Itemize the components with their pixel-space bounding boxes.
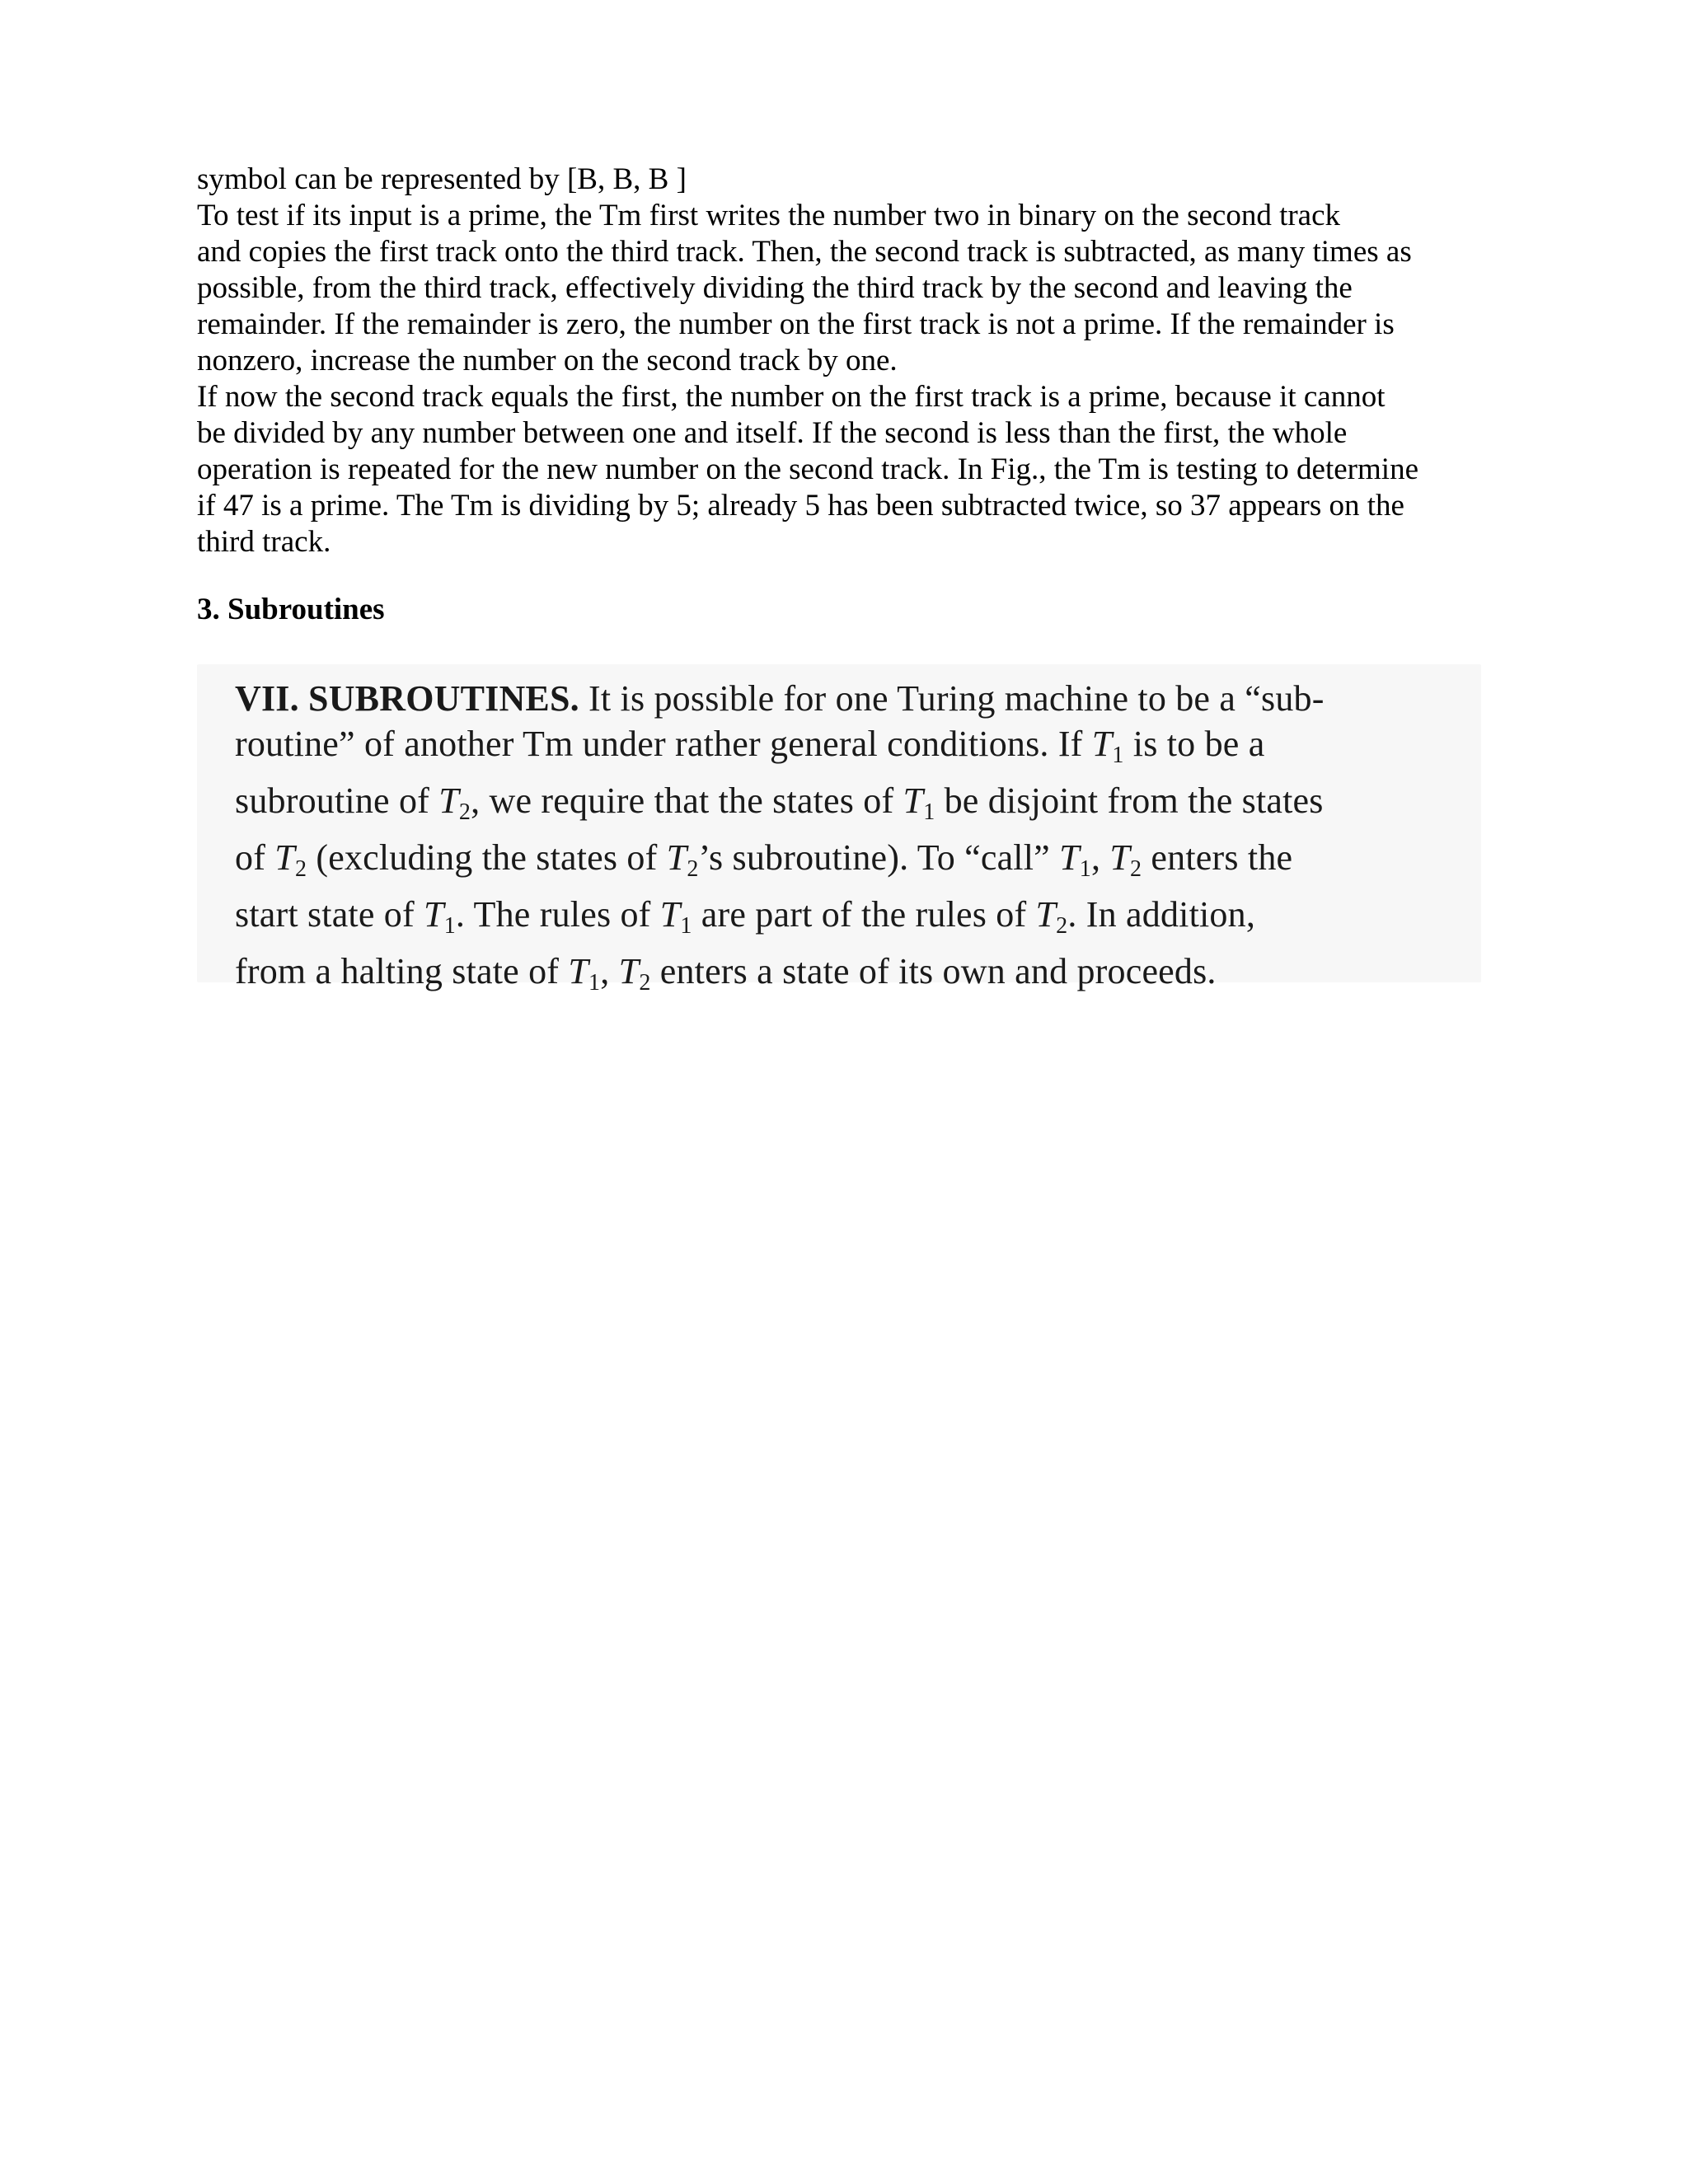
paragraph-line: To test if its input is a prime, the Tm first writes the number two in binary on the second track: [197, 199, 1341, 232]
math-variable: T: [618, 951, 640, 991]
excerpt-line: [235, 892, 1463, 949]
math-subscript: 1: [923, 799, 935, 825]
math-variable: T: [1035, 894, 1057, 935]
excerpt-text-run: ,: [600, 951, 619, 991]
paragraph-line: possible, from the third track, effectively dividing the third track by the second and leaving the: [197, 271, 1353, 305]
excerpt-text-run: . In addition,: [1067, 894, 1256, 935]
excerpt-text-run: from a halting state of: [235, 951, 569, 991]
math-variable: T: [1109, 837, 1131, 878]
body-paragraph: [197, 162, 1499, 560]
math-subscript: 2: [639, 970, 651, 996]
math-subscript: 2: [1130, 856, 1142, 882]
excerpt-lead: VII. SUBROUTINES.: [235, 678, 579, 719]
math-subscript: 2: [1056, 913, 1068, 939]
paragraph-line: If now the second track equals the first, the number on the first track is a prime, because it cannot: [197, 380, 1386, 414]
excerpt-text-run: start state of: [235, 894, 424, 935]
excerpt-text-run: It is possible for one Turing machine to be a “sub-: [579, 678, 1325, 719]
excerpt-line: [235, 949, 1463, 1005]
paragraph-line: and copies the first track onto the third track. Then, the second track is subtracted, as many times as: [197, 235, 1412, 269]
math-variable: T: [274, 837, 295, 878]
excerpt-text-run: ’s subroutine). To “call”: [698, 837, 1060, 878]
paragraph-line: remainder. If the remainder is zero, the number on the first track is not a prime. If the remainder is: [197, 307, 1395, 341]
paragraph-line: nonzero, increase the number on the second track by one.: [197, 344, 898, 377]
excerpt-text-run: is to be a: [1123, 724, 1265, 764]
paragraph-line: if 47 is a prime. The Tm is dividing by 5; already 5 has been subtracted twice, so 37 appears on the: [197, 489, 1404, 523]
excerpt-text-run: of: [235, 837, 275, 878]
excerpt-line: [235, 835, 1463, 892]
excerpt-text-run: , we require that the states of: [471, 780, 903, 821]
math-variable: T: [903, 780, 924, 821]
math-subscript: 2: [458, 799, 471, 825]
math-subscript: 2: [687, 856, 699, 882]
math-variable: T: [1091, 724, 1113, 764]
math-variable: T: [424, 894, 444, 935]
math-subscript: 1: [588, 970, 601, 996]
math-subscript: 1: [1079, 856, 1091, 882]
math-subscript: 2: [294, 856, 307, 882]
excerpt-text-run: subroutine of: [235, 780, 439, 821]
math-subscript: 1: [443, 913, 456, 939]
paragraph-line: operation is repeated for the new number on the second track. In Fig., the Tm is testing to determine: [197, 452, 1418, 486]
math-variable: T: [568, 951, 589, 991]
excerpt-line: [235, 721, 1463, 778]
math-variable: T: [438, 780, 459, 821]
paragraph-line: be divided by any number between one and itself. If the second is less than the first, the whole: [197, 416, 1348, 450]
excerpt-text-run: enters the: [1142, 837, 1293, 878]
excerpt-text-run: ,: [1090, 837, 1110, 878]
excerpt-text: [235, 676, 1463, 1005]
excerpt-text-run: . The rules of: [455, 894, 660, 935]
math-subscript: 1: [1112, 743, 1124, 768]
excerpt-text-run: are part of the rules of: [692, 894, 1036, 935]
paragraph-line: third track.: [197, 525, 331, 559]
excerpt-text-run: routine” of another Tm under rather general conditions. If: [235, 724, 1092, 764]
excerpt-text-run: enters a state of its own and proceeds.: [650, 951, 1217, 991]
excerpt-line: [235, 778, 1463, 835]
section-heading: 3. Subroutines: [197, 593, 385, 626]
excerpt-text-run: (excluding the states of: [307, 837, 667, 878]
scanned-excerpt: [197, 664, 1481, 996]
paragraph-line: symbol can be represented by [B, B, B ]: [197, 162, 687, 196]
math-variable: T: [659, 894, 681, 935]
excerpt-text-run: be disjoint from the states: [935, 780, 1324, 821]
excerpt-line: [235, 676, 1463, 721]
math-variable: T: [666, 837, 687, 878]
math-variable: T: [1059, 837, 1080, 878]
math-subscript: 1: [680, 913, 692, 939]
